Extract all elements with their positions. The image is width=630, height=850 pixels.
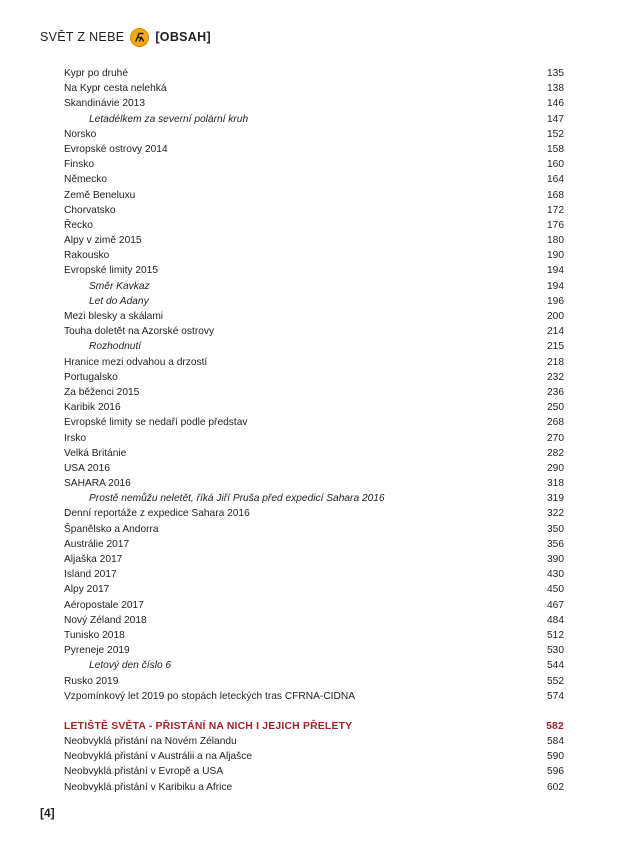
toc-entry-title: Prostě nemůžu neletět, říká Jiří Pruša před expedicí Sahara 2016 <box>89 493 385 505</box>
toc-entry-title: Alpy 2017 <box>64 584 110 596</box>
toc-entry <box>64 248 564 263</box>
toc-entry-title: Mezi blesky a skálami <box>64 311 164 322</box>
toc-entry-page: 350 <box>547 523 564 535</box>
section-gap <box>64 704 564 719</box>
toc-entry-title: Evropské limity se nedaří podle představ <box>64 417 248 429</box>
toc-entry-page: 590 <box>547 751 564 763</box>
toc-entry <box>64 324 564 339</box>
toc-entry-title: Finsko <box>64 159 95 171</box>
toc-entry-title: Německo <box>64 174 108 186</box>
toc-entry-title: Skandinávie 2013 <box>64 98 145 110</box>
toc-entry-page: 467 <box>547 599 564 611</box>
toc-subentry <box>64 279 564 294</box>
toc-entry <box>64 203 564 218</box>
toc-entry <box>64 506 564 521</box>
toc-entry-page: 172 <box>547 204 564 216</box>
toc-entry <box>64 370 564 385</box>
toc-entry <box>64 780 564 795</box>
table-of-contents <box>64 66 564 795</box>
toc-entry-title: Island 2017 <box>64 569 117 581</box>
toc-entry <box>64 476 564 491</box>
toc-entry-page: 530 <box>547 645 564 657</box>
toc-entry-title: Za běženci 2015 <box>64 386 140 398</box>
toc-entry-page: 270 <box>547 432 564 444</box>
toc-entry <box>64 643 564 658</box>
toc-entry-page: 152 <box>547 128 564 140</box>
toc-entry <box>64 218 564 233</box>
toc-entry <box>64 628 564 643</box>
toc-entry-page: 164 <box>547 174 564 186</box>
toc-entry-title: Vzpomínkový let 2019 po stopách leteckých tras CFRNA-CIDNA <box>64 690 356 702</box>
toc-subentry <box>64 294 564 309</box>
toc-entry <box>64 552 564 567</box>
toc-entry-title: Chorvatsko <box>64 204 116 216</box>
toc-section-heading <box>64 719 564 734</box>
toc-entry <box>64 233 564 248</box>
toc-entry-page: 232 <box>547 371 564 383</box>
toc-entry-page: 176 <box>547 219 564 231</box>
toc-entry <box>64 385 564 400</box>
toc-entry-page: 290 <box>547 462 564 474</box>
toc-entry <box>64 66 564 81</box>
toc-entry-page: 194 <box>547 265 564 277</box>
toc-entry-page: 282 <box>547 447 564 459</box>
toc-entry-page: 512 <box>547 629 564 641</box>
toc-entry-page: 138 <box>547 83 564 95</box>
toc-entry <box>64 96 564 111</box>
toc-entry-title: LETIŠTĚ SVĚTA - PŘISTÁNÍ NA NICH I JEJICH PŘELETY <box>64 720 353 732</box>
toc-entry <box>64 355 564 370</box>
toc-entry-title: Kypr po druhé <box>64 68 128 79</box>
toc-entry-page: 322 <box>547 508 564 520</box>
toc-entry-page: 194 <box>547 280 564 292</box>
toc-entry-page: 318 <box>547 478 564 490</box>
toc-entry-page: 596 <box>547 766 564 778</box>
toc-entry-title: Karibik 2016 <box>64 402 121 414</box>
toc-entry-title: Neobvyklá přistání v Austrálii a na Aljašce <box>64 751 252 763</box>
toc-entry-page: 390 <box>547 554 564 565</box>
toc-entry <box>64 567 564 582</box>
toc-entry-title: Letový den číslo 6 <box>89 660 172 672</box>
toc-entry-title: Irsko <box>64 432 87 444</box>
book-title: SVĚT Z NEBE <box>40 30 125 44</box>
toc-entry-title: Rusko 2019 <box>64 675 119 687</box>
toc-entry-title: Denní reportáže z expedice Sahara 2016 <box>64 508 250 520</box>
toc-entry-title: Rakousko <box>64 250 110 262</box>
toc-entry-title: Neobvyklá přistání v Evropě a USA <box>64 766 224 778</box>
toc-entry-title: Neobvyklá přistání v Karibiku a Africe <box>64 781 233 793</box>
section-tag: [OBSAH] <box>155 30 211 44</box>
toc-entry-title: Hranice mezi odvahou a drzostí <box>64 356 208 368</box>
toc-entry-page: 582 <box>546 720 564 732</box>
toc-entry <box>64 598 564 613</box>
toc-entry <box>64 674 564 689</box>
toc-entry <box>64 142 564 157</box>
toc-entry <box>64 689 564 704</box>
toc-entry-page: 319 <box>547 493 564 505</box>
toc-entry <box>64 613 564 628</box>
toc-entry <box>64 309 564 324</box>
toc-entry-title: Na Kypr cesta nelehká <box>64 83 167 95</box>
toc-entry-page: 200 <box>547 311 564 322</box>
toc-entry <box>64 522 564 537</box>
toc-entry-page: 356 <box>547 538 564 550</box>
toc-entry-page: 218 <box>547 356 564 368</box>
toc-entry-title: USA 2016 <box>64 462 110 474</box>
toc-entry-page: 544 <box>547 660 564 672</box>
toc-entry-title: Neobvyklá přistání na Novém Zélandu <box>64 736 237 748</box>
toc-entry <box>64 157 564 172</box>
toc-entry <box>64 749 564 764</box>
toc-entry-title: Norsko <box>64 128 97 140</box>
toc-entry-title: Let do Adany <box>89 295 149 307</box>
toc-entry-page: 250 <box>547 402 564 414</box>
toc-entry-page: 268 <box>547 417 564 429</box>
toc-entry-title: Španělsko a Andorra <box>64 523 159 535</box>
toc-entry-page: 168 <box>547 189 564 201</box>
toc-entry-page: 584 <box>547 736 564 748</box>
page-header <box>40 27 211 47</box>
toc-entry <box>64 127 564 142</box>
toc-entry-page: 147 <box>547 113 564 125</box>
toc-entry <box>64 188 564 203</box>
toc-entry <box>64 446 564 461</box>
toc-entry-title: Tunisko 2018 <box>64 629 125 641</box>
toc-entry-page: 190 <box>547 250 564 262</box>
toc-subentry <box>64 339 564 354</box>
toc-entry-page: 180 <box>547 235 564 247</box>
toc-entry-title: Velká Británie <box>64 447 127 459</box>
toc-entry-title: Evropské limity 2015 <box>64 265 158 277</box>
toc-entry-title: Řecko <box>64 219 93 231</box>
toc-subentry <box>64 658 564 673</box>
page-number: [4] <box>40 806 55 820</box>
toc-entry-page: 196 <box>547 295 564 307</box>
toc-entry <box>64 415 564 430</box>
toc-entry <box>64 537 564 552</box>
toc-entry-title: Aljaška 2017 <box>64 554 123 565</box>
toc-entry <box>64 263 564 278</box>
toc-entry-title: Letadélkem za severní polární kruh <box>89 113 249 125</box>
toc-entry-page: 450 <box>547 584 564 596</box>
toc-entry <box>64 461 564 476</box>
toc-entry <box>64 734 564 749</box>
toc-entry-page: 430 <box>547 569 564 581</box>
toc-entry-page: 574 <box>547 690 564 702</box>
toc-entry-title: Směr Kavkaz <box>89 280 150 292</box>
toc-entry-page: 135 <box>547 68 564 79</box>
toc-entry-page: 215 <box>547 341 564 353</box>
toc-entry <box>64 400 564 415</box>
toc-entry-page: 146 <box>547 98 564 110</box>
toc-entry-title: Země Beneluxu <box>64 189 136 201</box>
toc-entry <box>64 172 564 187</box>
toc-entry-page: 160 <box>547 159 564 171</box>
toc-entry-title: Alpy v zimě 2015 <box>64 235 142 247</box>
fr-monogram-logo-icon <box>130 28 149 47</box>
toc-entry-title: Evropské ostrovy 2014 <box>64 143 168 155</box>
toc-entry-title: Touha doletět na Azorské ostrovy <box>64 326 215 338</box>
toc-entry-page: 552 <box>547 675 564 687</box>
toc-entry <box>64 81 564 96</box>
toc-entry-page: 236 <box>547 386 564 398</box>
toc-entry-page: 602 <box>547 781 564 793</box>
toc-entry-page: 484 <box>547 614 564 626</box>
toc-entry-title: Rozhodnutí <box>89 341 142 353</box>
toc-entry <box>64 431 564 446</box>
toc-entry-title: Pyreneje 2019 <box>64 645 130 657</box>
toc-entry-title: Nový Zéland 2018 <box>64 614 147 626</box>
toc-entry-title: Austrálie 2017 <box>64 538 130 550</box>
toc-entry-title: Aéropostale 2017 <box>64 599 144 611</box>
toc-entry-title: SAHARA 2016 <box>64 478 131 490</box>
toc-subentry <box>64 491 564 506</box>
toc-entry-title: Portugalsko <box>64 371 118 383</box>
toc-entry <box>64 764 564 779</box>
toc-subentry <box>64 112 564 127</box>
toc-entry-page: 214 <box>547 326 564 338</box>
toc-entry <box>64 582 564 597</box>
toc-entry-page: 158 <box>547 143 564 155</box>
